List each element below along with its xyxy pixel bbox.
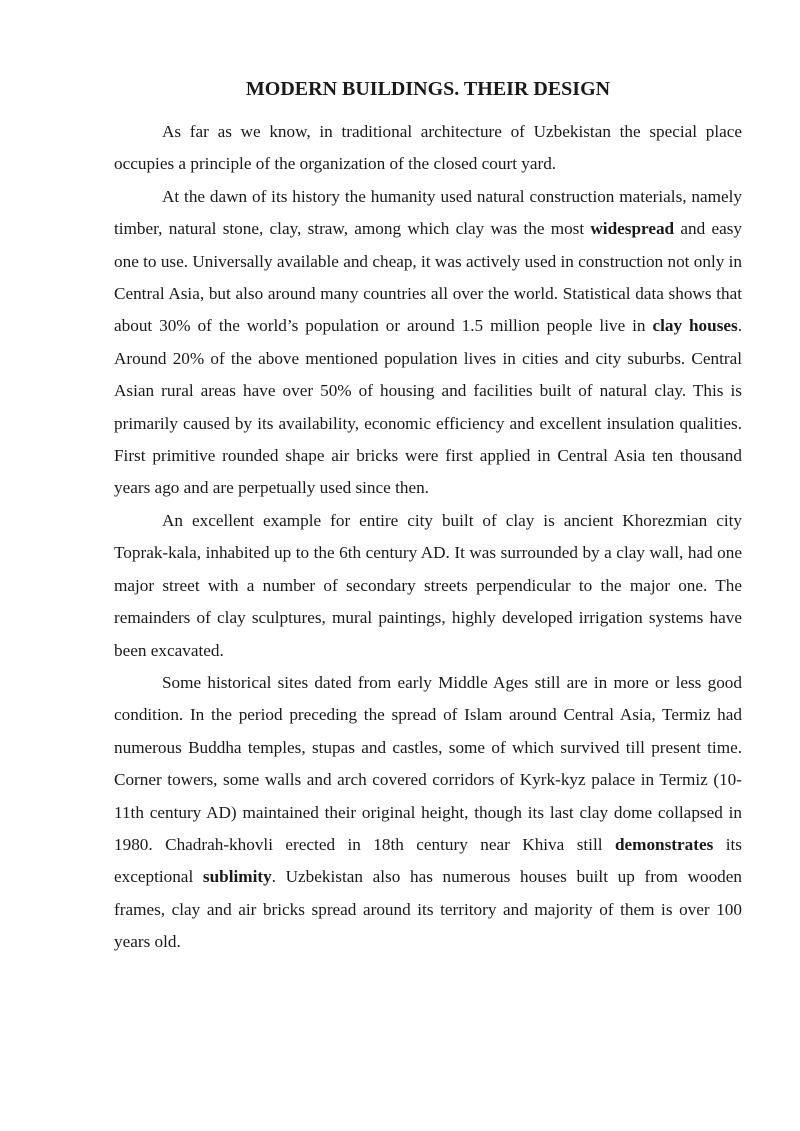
paragraph-3 (114, 505, 742, 667)
paragraph-text: . Around 20% of the above mentioned population lives in cities and city suburbs. Central Asian rural areas have over 50% of housing and facilities built of natural clay. This is primarily caused by its availability, economic efficiency and excellent insulation qualities. First primitive rounded shape air bricks were first applied in Central Asia ten thousand years ago and are perpetually used since then. (114, 316, 742, 498)
paragraph-4 (114, 667, 742, 959)
paragraph-1 (114, 116, 742, 181)
document-page (114, 76, 742, 959)
paragraph-text: Some historical sites dated from early Middle Ages still are in more or less good condition. In the period preceding the spread of Islam around Central Asia, Termiz had numerous Buddha temples, stupas and castles, some of which survived till present time. Corner towers, some walls and arch covered corridors of Kyrk-kyz palace in Termiz (10-11th century AD) maintained their original height, though its last clay dome collapsed in 1980. Chadrah-khovli erected in 18th century near Khiva still (114, 672, 742, 854)
bold-term-sublimity: sublimity (202, 867, 272, 887)
paragraph-text: . Uzbekistan also has numerous houses built up from wooden frames, clay and air bricks spread around its territory and majority of them is over 100 years old. (114, 867, 743, 952)
bold-term-demonstrates: demonstrates (614, 834, 714, 854)
paragraph-text: An excellent example for entire city built of clay is ancient Khorezmian city Toprak-kala, inhabited up to the 6th century AD. It was surrounded by a clay wall, had one major street with a number of secondary streets perpendicular to the major one. The remainders of clay sculptures, mural paintings, highly developed irrigation systems have been excavated. (114, 510, 742, 660)
paragraph-text: its exceptional (114, 834, 742, 887)
paragraph-text: As far as we know, in traditional architecture of Uzbekistan the special place occupies a principle of the organization of the closed court yard. (114, 122, 742, 174)
paragraph-2 (114, 181, 742, 505)
paragraph-text: and easy one to use. Universally available and cheap, it was actively used in construction not only in Central Asia, but also around many countries all over the world. Statistical data shows that about 30% of the world’s population or around 1.5 million people live in (114, 219, 742, 336)
document-title: MODERN BUILDINGS. THEIR DESIGN (245, 78, 611, 100)
bold-term-widespread: widespread (590, 219, 675, 239)
paragraph-text: At the dawn of its history the humanity used natural construction materials, namely timber, natural stone, clay, straw, among which clay was the most (114, 186, 742, 239)
bold-term-clay-houses: clay houses (652, 316, 738, 336)
